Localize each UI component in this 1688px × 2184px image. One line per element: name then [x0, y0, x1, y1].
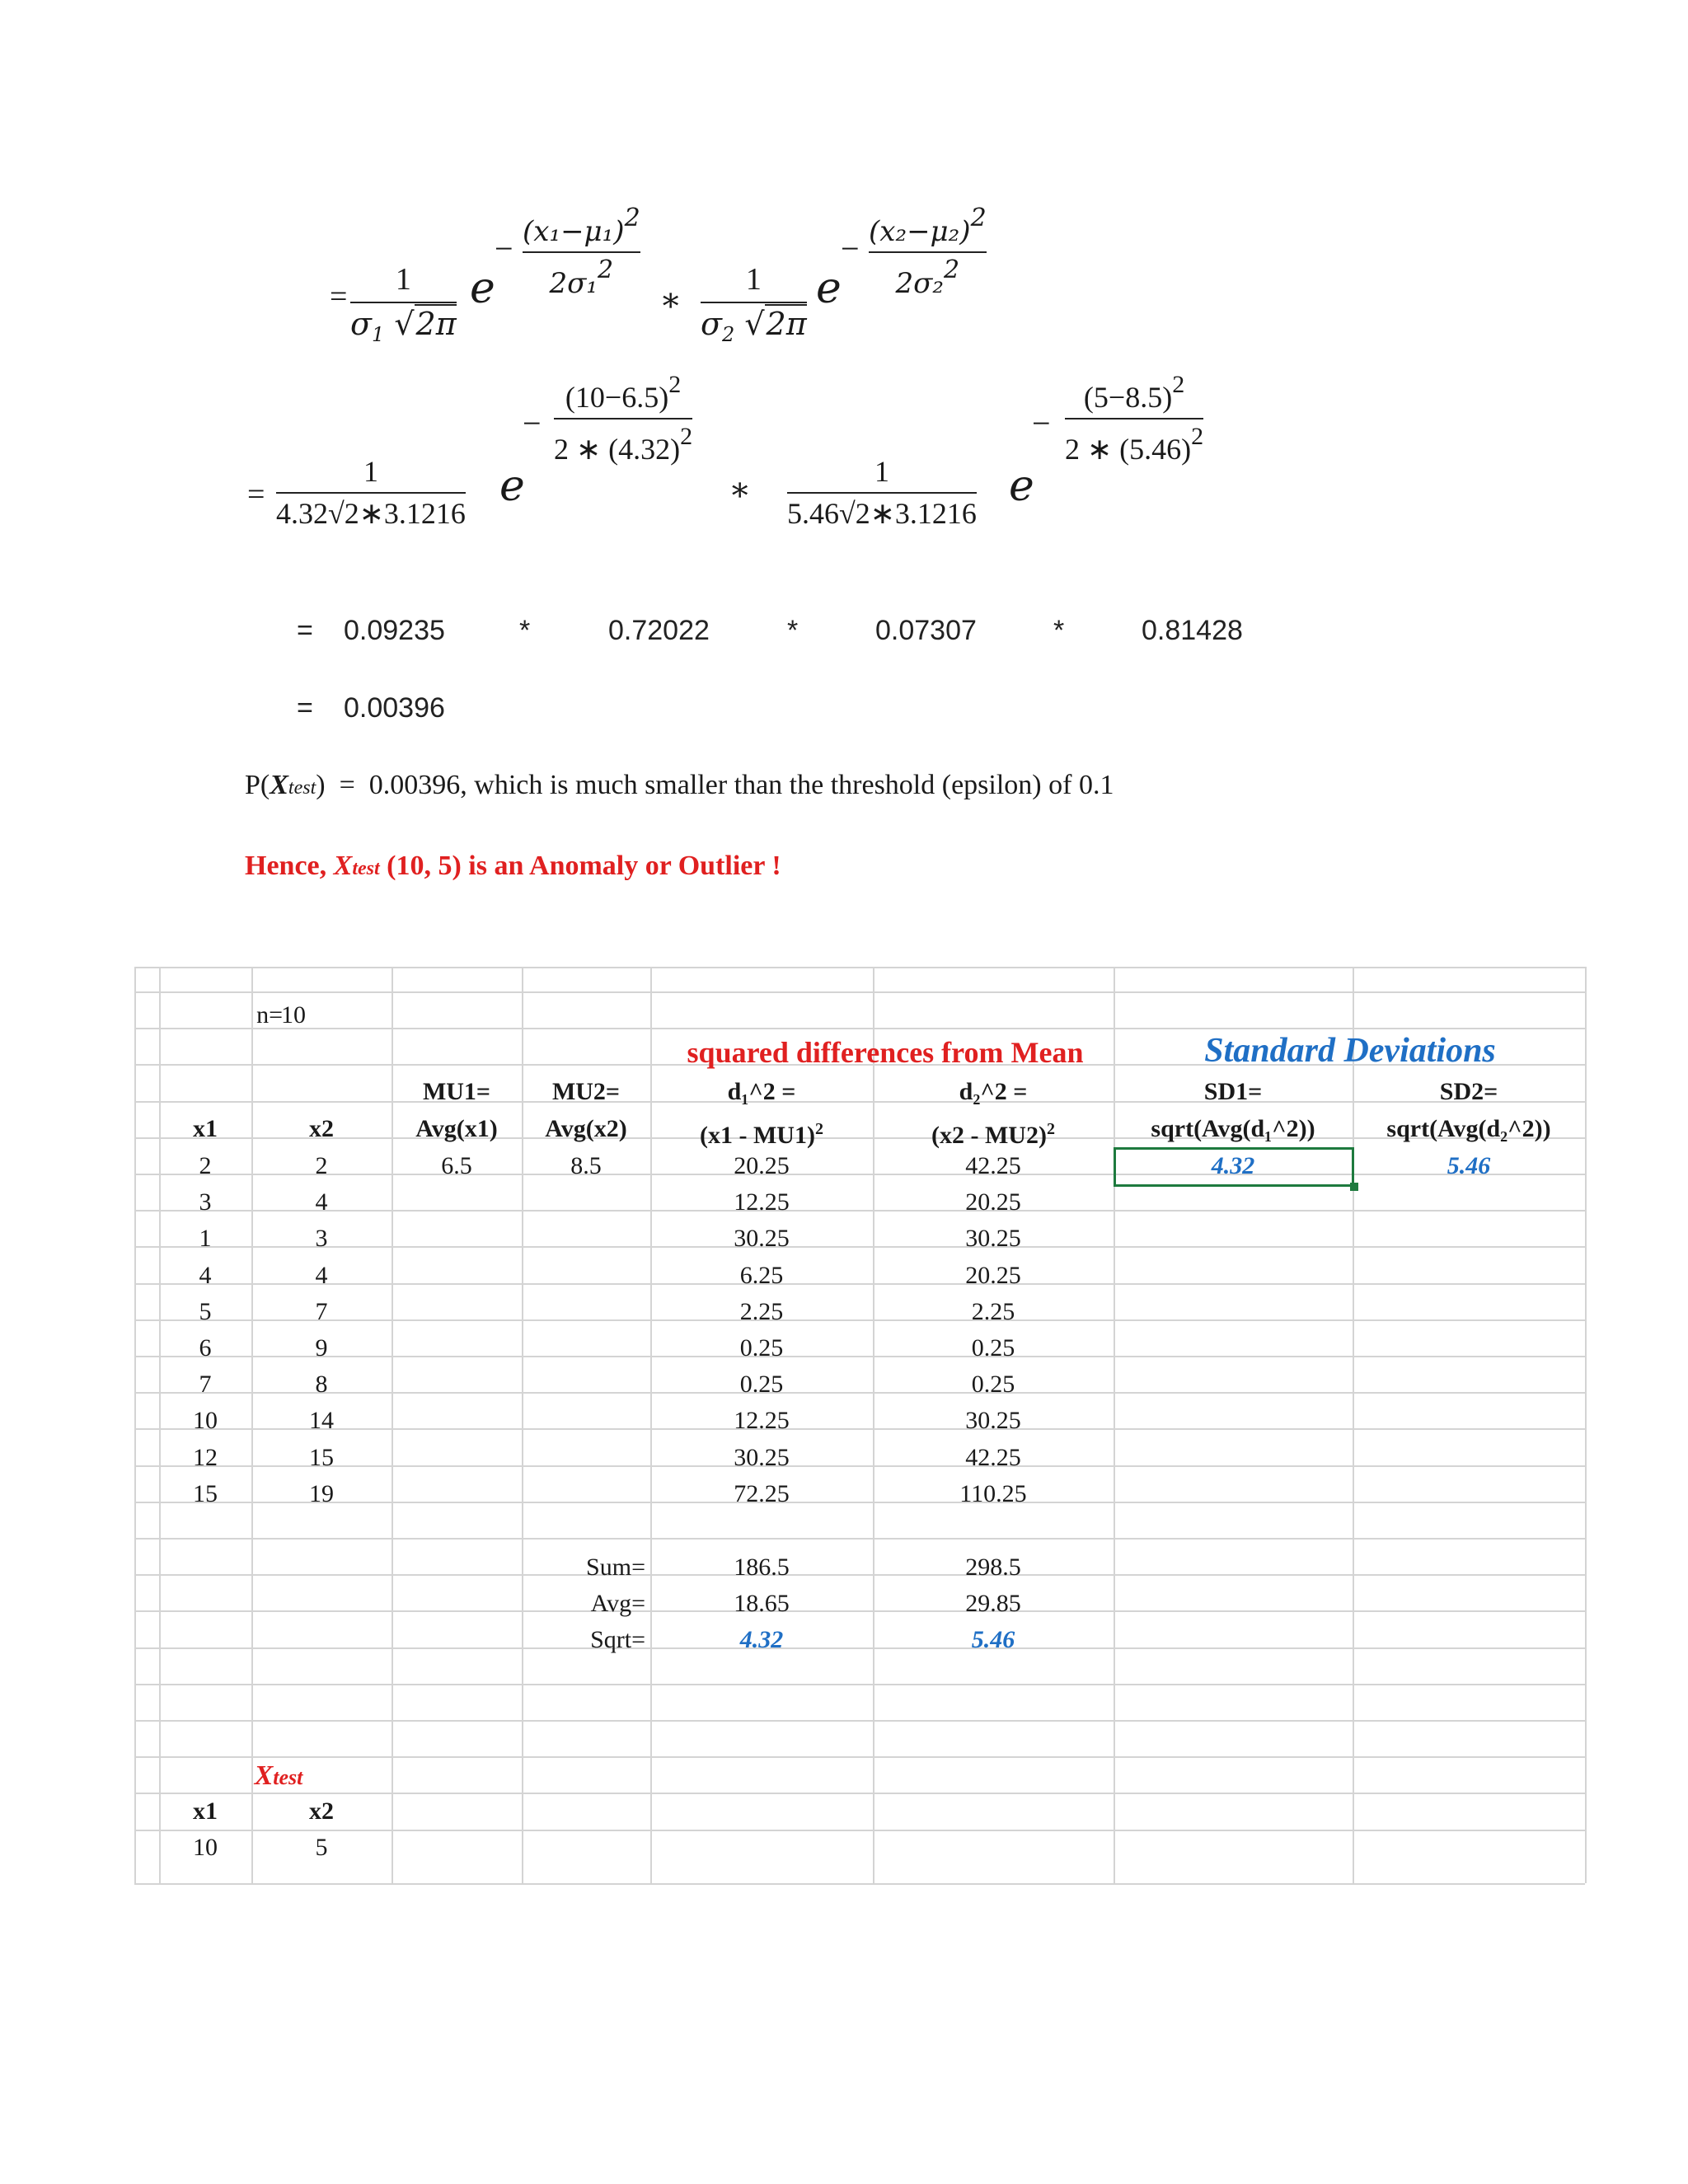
- xtest-label: Xtest: [254, 1760, 303, 1791]
- grid-row-line: [134, 1756, 1585, 1758]
- exponential-e-3: e: [499, 462, 525, 511]
- grid-row-line: [134, 1883, 1585, 1885]
- cell-x1[interactable]: 10: [193, 1407, 218, 1434]
- column-header-x2: x2: [309, 1115, 334, 1142]
- grid-row-line: [134, 1684, 1585, 1685]
- cell-x1[interactable]: 12: [193, 1444, 218, 1471]
- grid-row-line: [134, 1720, 1585, 1722]
- minus-sign-4: −: [1032, 405, 1051, 442]
- cell-x1[interactable]: 1: [199, 1225, 212, 1252]
- mu1-label: MU1=: [422, 1078, 491, 1105]
- cell-d2[interactable]: 20.25: [965, 1262, 1021, 1289]
- d2-label: d₂^2 =: [959, 1078, 1028, 1105]
- cell-x2[interactable]: 4: [315, 1262, 328, 1289]
- fraction-1-over-sigma1: 1 $\sigma_1$ √2π: [350, 262, 457, 346]
- cell-x1[interactable]: 3: [199, 1188, 212, 1216]
- cell-d1[interactable]: 2.25: [739, 1298, 784, 1325]
- d1-formula: (x1 - MU1)$^2$: [700, 1120, 823, 1149]
- sum-label: Sum=: [586, 1554, 645, 1581]
- avg-label: Avg=: [590, 1590, 645, 1617]
- cell-d1[interactable]: 0.25: [739, 1334, 784, 1361]
- cell-d1[interactable]: 6.25: [739, 1262, 784, 1289]
- grid-row-line: [134, 991, 1585, 993]
- cell-d2[interactable]: 0.25: [971, 1334, 1015, 1361]
- sum-d1[interactable]: 186.5: [734, 1554, 790, 1581]
- cell-x1[interactable]: 2: [199, 1152, 212, 1179]
- d1-label: d₁^2 =: [727, 1078, 796, 1105]
- mu1-value: 6.5: [441, 1152, 472, 1179]
- xtest-x1-value[interactable]: 10: [193, 1834, 218, 1861]
- sd1-value[interactable]: 4.32: [1211, 1152, 1255, 1179]
- cell-x1[interactable]: 6: [199, 1334, 212, 1361]
- cell-x1[interactable]: 7: [199, 1371, 212, 1398]
- cell-d1[interactable]: 72.25: [734, 1480, 790, 1507]
- cell-x2[interactable]: 15: [309, 1444, 334, 1471]
- cell-d2[interactable]: 2.25: [971, 1298, 1015, 1325]
- product-value-1: 0.09235: [344, 615, 445, 646]
- exponential-e-2: e: [816, 264, 842, 313]
- title-standard-deviations: Standard Deviations: [1204, 1032, 1496, 1070]
- minus-sign: −: [495, 230, 513, 267]
- exponent-2-fraction: (x₂−μ₂)2 2σ₂2: [869, 204, 987, 301]
- cell-d1[interactable]: 30.25: [734, 1225, 790, 1252]
- avg-x1-label: Avg(x1): [415, 1115, 498, 1142]
- equals-sign: =: [330, 279, 348, 314]
- equals-sign-4: =: [297, 692, 313, 724]
- product-value-3: 0.07307: [875, 615, 977, 646]
- exponent-1-fraction: (x₁−μ₁)2 2σ₁2: [523, 204, 640, 301]
- xtest-x1-header: x1: [193, 1797, 218, 1825]
- cell-d2[interactable]: 42.25: [965, 1152, 1021, 1179]
- avg-d2[interactable]: 29.85: [965, 1590, 1021, 1617]
- product-result: 0.00396: [344, 692, 445, 724]
- cell-x2[interactable]: 14: [309, 1407, 334, 1434]
- cell-d1[interactable]: 20.25: [734, 1152, 790, 1179]
- d2-formula: (x2 - MU2)$^2$: [931, 1120, 1055, 1149]
- title-squared-differences: squared differences from Mean: [687, 1036, 1084, 1069]
- cell-x2[interactable]: 3: [315, 1225, 328, 1252]
- sd2-formula: sqrt(Avg(d₂^2)): [1386, 1115, 1551, 1142]
- cell-d1[interactable]: 12.25: [734, 1188, 790, 1216]
- cell-d2[interactable]: 30.25: [965, 1407, 1021, 1434]
- cell-d2[interactable]: 110.25: [959, 1480, 1027, 1507]
- n-label: n=: [256, 1001, 283, 1029]
- cell-x1[interactable]: 15: [193, 1480, 218, 1507]
- grid-col-line: [1585, 967, 1587, 1883]
- sqrt-d2[interactable]: 5.46: [971, 1626, 1015, 1653]
- equals-sign-2: =: [247, 477, 265, 512]
- star-3: *: [1053, 615, 1065, 646]
- spreadsheet: [134, 967, 1585, 1883]
- n-value: 10: [281, 1001, 306, 1029]
- minus-sign-3: −: [523, 405, 542, 442]
- sqrt-label: Sqrt=: [590, 1626, 645, 1653]
- product-value-2: 0.72022: [608, 615, 710, 646]
- cell-d1[interactable]: 12.25: [734, 1407, 790, 1434]
- cell-d2[interactable]: 30.25: [965, 1225, 1021, 1252]
- minus-sign-2: −: [841, 230, 860, 267]
- mu2-label: MU2=: [551, 1078, 621, 1105]
- sqrt-d1[interactable]: 4.32: [739, 1626, 784, 1653]
- probability-statement: P(Xtest) = 0.00396, which is much smaller than the threshold (epsilon) of 0.1: [245, 770, 1114, 800]
- fraction-numeric-1: 1 4.32√2∗3.1216: [276, 455, 466, 531]
- avg-x2-label: Avg(x2): [545, 1115, 627, 1142]
- cell-d2[interactable]: 20.25: [965, 1188, 1021, 1216]
- grid-row-line: [134, 967, 1585, 968]
- cell-x2[interactable]: 19: [309, 1480, 334, 1507]
- star-1: *: [519, 615, 531, 646]
- cell-d2[interactable]: 0.25: [971, 1371, 1015, 1398]
- star-2: *: [787, 615, 799, 646]
- cell-x2[interactable]: 4: [315, 1188, 328, 1216]
- product-value-4: 0.81428: [1142, 615, 1243, 646]
- sd1-formula: sqrt(Avg(d₁^2)): [1151, 1115, 1315, 1142]
- avg-d1[interactable]: 18.65: [734, 1590, 790, 1617]
- mu2-value: 8.5: [570, 1152, 602, 1179]
- column-header-x1: x1: [193, 1115, 218, 1142]
- multiply-sign-2: ∗: [729, 471, 752, 508]
- sum-d2[interactable]: 298.5: [965, 1554, 1021, 1581]
- exponential-e: e: [470, 264, 495, 313]
- multiply-sign: ∗: [659, 281, 682, 318]
- cell-d1[interactable]: 30.25: [734, 1444, 790, 1471]
- equals-sign-3: =: [297, 615, 313, 646]
- exponent-numeric-1: $(10-6.5)^2$ 2 ∗ $(4.32)^2$: [554, 371, 693, 466]
- fraction-numeric-2: 1 5.46√2∗3.1216: [787, 455, 977, 531]
- cell-x2[interactable]: 8: [315, 1371, 328, 1398]
- cell-x1[interactable]: 4: [199, 1262, 212, 1289]
- cell-d2[interactable]: 42.25: [965, 1444, 1021, 1471]
- cell-x2[interactable]: 2: [315, 1152, 328, 1179]
- anomaly-conclusion: Hence, Xtest (10, 5) is an Anomaly or Outlier !: [245, 851, 781, 881]
- grid-col-line: [134, 967, 136, 1883]
- sd2-label: SD2=: [1439, 1078, 1498, 1105]
- sd2-value[interactable]: 5.46: [1447, 1152, 1491, 1179]
- grid-row-line: [134, 1538, 1585, 1540]
- sd1-label: SD1=: [1203, 1078, 1263, 1105]
- fraction-1-over-sigma2: 1 $\sigma_2$ √2π: [701, 262, 807, 346]
- xtest-x2-header: x2: [309, 1797, 334, 1825]
- cell-x2[interactable]: 9: [315, 1334, 328, 1361]
- xtest-x2-value[interactable]: 5: [315, 1834, 328, 1861]
- grid-row-line: [134, 1028, 1585, 1029]
- exponential-e-4: e: [1009, 462, 1034, 511]
- cell-x1[interactable]: 5: [199, 1298, 212, 1325]
- cell-d1[interactable]: 0.25: [739, 1371, 784, 1398]
- exponent-numeric-2: $(5-8.5)^2$ 2 ∗ $(5.46)^2$: [1065, 371, 1204, 466]
- cell-x2[interactable]: 7: [315, 1298, 328, 1325]
